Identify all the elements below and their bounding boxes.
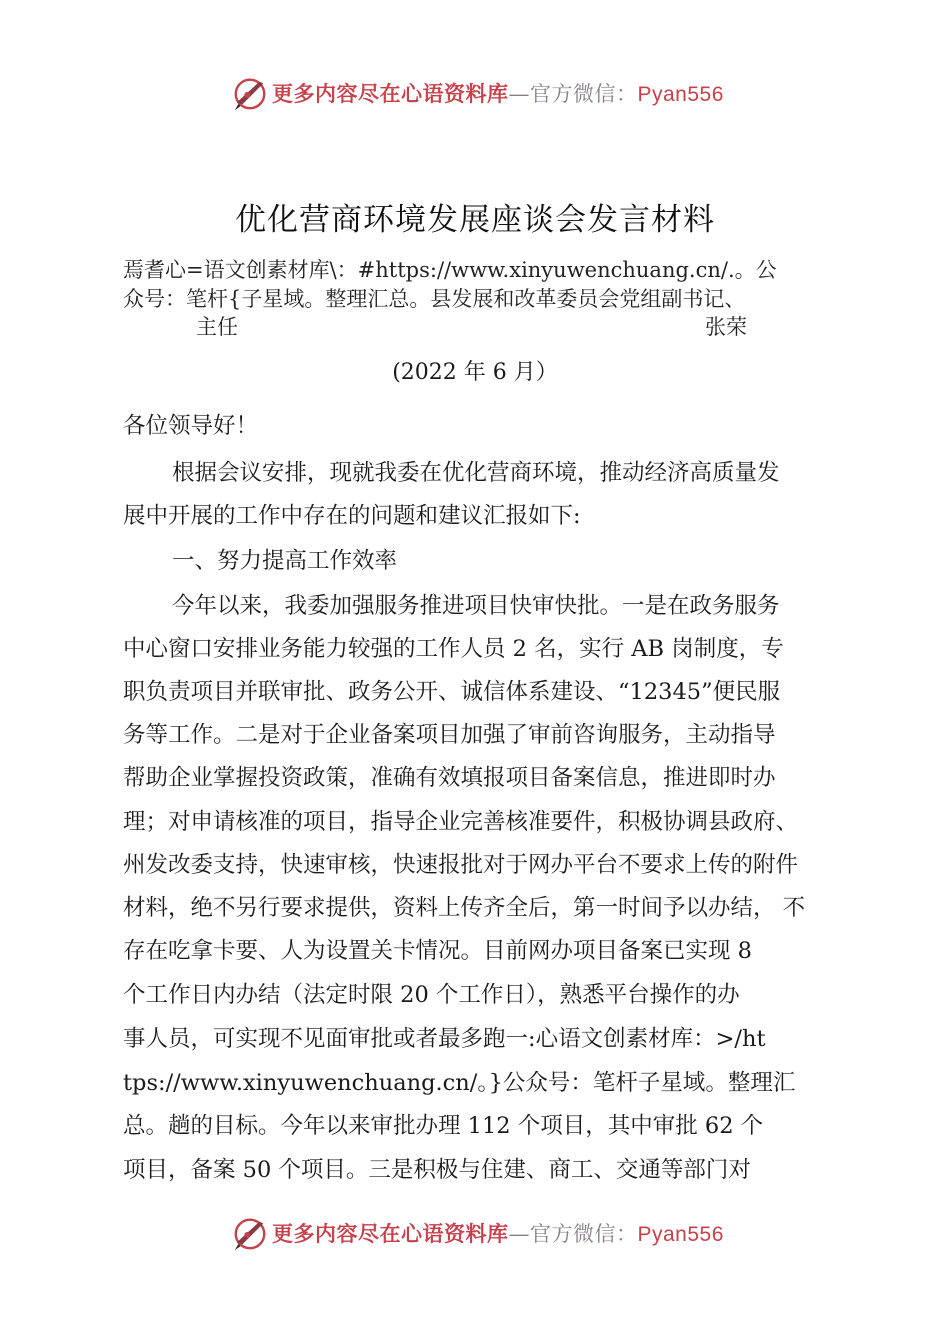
body-line: 存在吃拿卡要、人为设置关卡情况。目前网办项目备案已实现 8 [123,938,752,964]
section-heading: 一、努力提高工作效率 [172,548,398,574]
body-line: 理；对申请核准的项目，指导企业完善核准要件，积极协调县政府、 [123,809,799,835]
body-line: 项目，备案 50 个项目。三是积极与住建、商工、交通等部门对 [123,1157,751,1183]
body-line: 材料，绝不另行要求提供，资料上传齐全后，第一时间予以办结， 不 [123,895,806,921]
body-line: 根据会议安排，现就我委在优化营商环境，推动经济高质量发 [172,460,780,486]
banner-text [272,1218,724,1248]
document-title: 优化营商环境发展座谈会发言材料 [235,202,715,238]
body-line: 总。趟的目标。今年以来审批办理 112 个项目，其中审批 62 个 [123,1113,764,1139]
banner-library-text: 更多内容尽在心语资料库 [272,1221,509,1246]
body-line: 州发改委支持，快速审核，快速报批对于网办平台不要求上传的附件 [123,852,799,878]
quill-logo-icon [231,74,269,112]
header-watermark-banner [0,70,950,114]
banner-official-label: 官方微信： [530,82,638,106]
body-line: tps://www.xinyuwenchuang.cn/。}公众号：笔杆子星域。整理汇 [123,1070,796,1096]
document-date: (2022 年 6 月） [392,360,558,385]
author-name: 张荣 [705,315,747,339]
banner-dash: — [508,82,530,106]
body-line: 今年以来，我委加强服务推进项目快审快批。一是在政务服务 [172,593,780,619]
footer-watermark-banner [0,1210,950,1254]
banner-wechat-id: Pyan556 [637,1223,724,1246]
body-line: 展中开展的工作中存在的问题和建议汇报如下: [123,503,581,529]
body-line: 中心窗口安排业务能力较强的工作人员 2 名，实行 AB 岗制度，专 [123,636,784,662]
body-line: 帮助企业掌握投资政策，准确有效填报项目备案信息，推进即时办 [123,765,776,791]
banner-text [272,78,724,108]
greeting: 各位领导好！ [123,413,259,439]
quill-logo-icon [231,1214,269,1252]
body-line: 务等工作。二是对于企业备案项目加强了审前咨询服务，主动指导 [123,722,776,748]
banner-wechat-id: Pyan556 [637,83,724,106]
banner-official-label: 官方微信： [530,1222,638,1246]
body-line: 职负责项目并联审批、政务公开、诚信体系建设、“12345”便民服 [123,679,781,705]
meta-line-1: 焉耆心=语文创素材库\：#https://www.xinyuwenchuang.cn/.。公 [123,258,777,282]
body-line: 事人员，可实现不见面审批或者最多跑一:心语文创素材库：>/ht [123,1026,766,1052]
banner-dash: — [508,1222,530,1246]
meta-line-2: 众号：笔杆{子星域。整理汇总。县发展和改革委员会党组副书记、 [123,287,746,311]
author-position: 主任 [196,315,238,339]
body-line: 个工作日内办结（法定时限 20 个工作日），熟悉平台操作的办 [123,982,740,1008]
banner-library-text: 更多内容尽在心语资料库 [272,81,509,106]
